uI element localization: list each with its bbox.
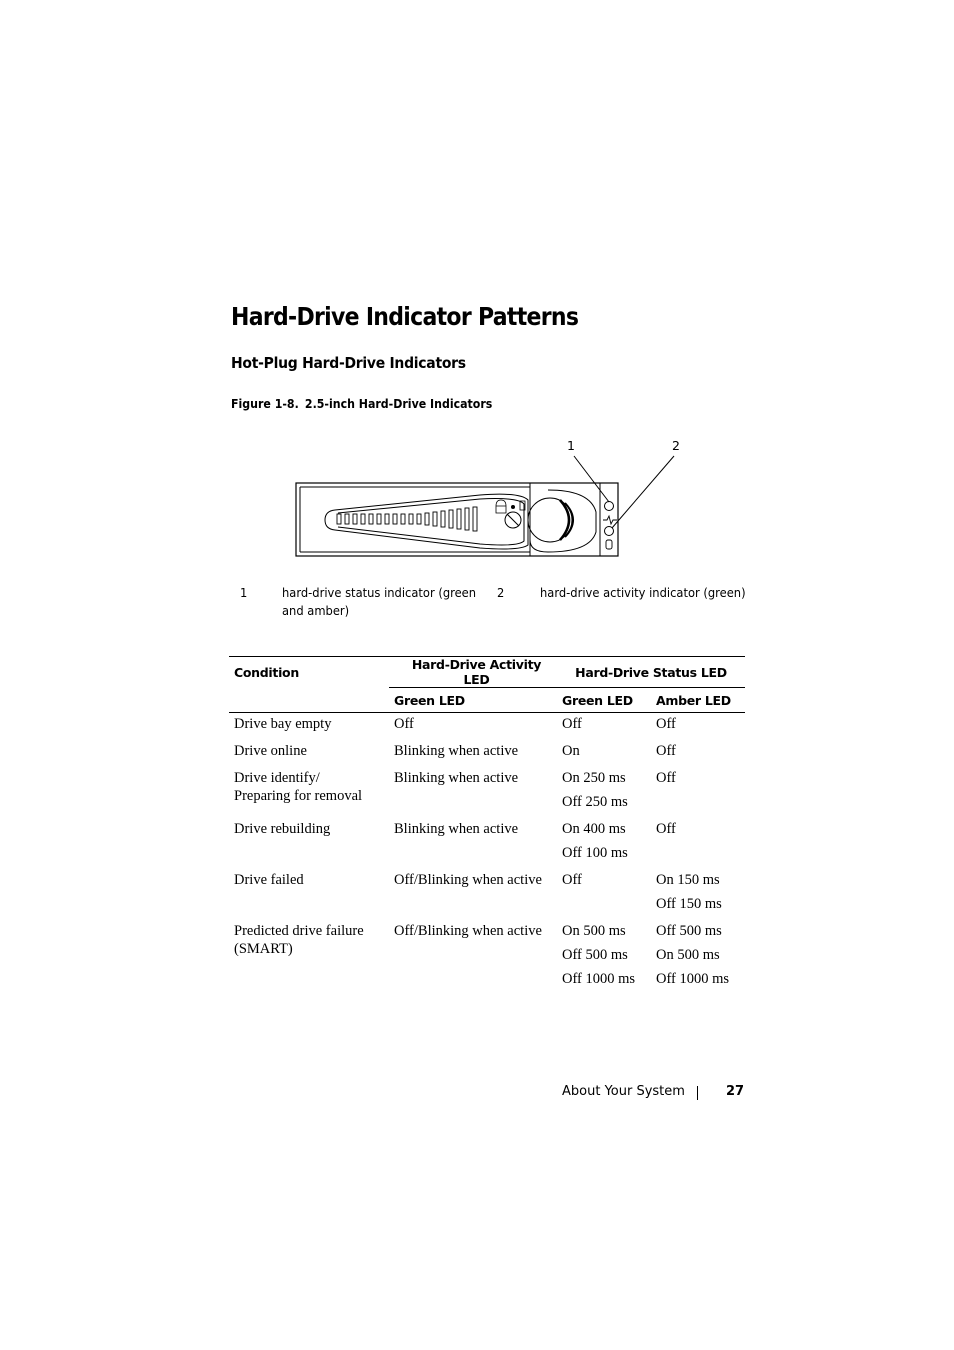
footer-section: About Your System: [562, 1084, 685, 1099]
cell-line: Blinking when active: [394, 743, 519, 759]
legend-text-1b: and amber): [282, 603, 350, 618]
cell-line: Off: [562, 716, 582, 732]
legend-item-2: [540, 584, 746, 602]
cell-line: Drive bay empty: [234, 716, 332, 732]
cell-line: Off: [562, 872, 582, 888]
cell-line: Off/Blinking when active: [394, 872, 542, 888]
cell-line: Off 1000 ms: [656, 971, 730, 987]
col-green-led-activity: Green LED: [389, 688, 557, 713]
table-row: [229, 713, 745, 741]
legend-text-1a: hard-drive status indicator (green: [282, 585, 477, 600]
col-condition: Condition: [229, 657, 389, 688]
cell-amber: [651, 920, 745, 995]
cell-line: Off/Blinking when active: [394, 923, 542, 939]
legend-text-2a: hard-drive activity indicator (green): [540, 585, 746, 600]
table-row: [229, 740, 745, 767]
page-number: 27: [726, 1084, 745, 1099]
cell-green: [557, 920, 651, 995]
cell-condition: [229, 818, 389, 869]
table-row: [229, 818, 745, 869]
cell-condition: [229, 713, 389, 741]
cell-activity: [389, 818, 557, 869]
cell-condition: [229, 740, 389, 767]
page-title: Hard-Drive Indicator Patterns: [231, 302, 579, 331]
cell-activity: [389, 767, 557, 818]
figure-title: 2.5-inch Hard-Drive Indicators: [304, 396, 493, 411]
cell-line: Off: [656, 821, 676, 837]
cell-line: Blinking when active: [394, 770, 519, 786]
cell-line: Off: [656, 743, 676, 759]
cell-line: Off: [656, 716, 676, 732]
cell-line: On 250 ms: [562, 770, 626, 786]
cell-line: On 500 ms: [562, 923, 626, 939]
cell-amber: [651, 740, 745, 767]
cell-line: On 150 ms: [656, 872, 720, 888]
cell-line: On 500 ms: [656, 947, 720, 963]
cell-amber: [651, 767, 745, 818]
callout-1: 1: [567, 438, 575, 453]
cell-line: Off 150 ms: [656, 896, 722, 912]
cell-amber: [651, 869, 745, 920]
cell-activity: [389, 869, 557, 920]
hard-drive-illustration: [0, 0, 954, 600]
figure-number: Figure 1-8.: [231, 396, 299, 411]
cell-line: Off 1000 ms: [562, 971, 636, 987]
cell-activity: [389, 713, 557, 741]
cell-line: Blinking when active: [394, 821, 519, 837]
cell-amber: [651, 818, 745, 869]
cell-line: On: [562, 743, 580, 759]
cell-condition: [229, 767, 389, 818]
cell-line: Off 100 ms: [562, 845, 628, 861]
cell-condition: [229, 920, 389, 995]
cell-line: (SMART): [234, 941, 293, 957]
cell-line: Drive rebuilding: [234, 821, 331, 837]
callout-2: 2: [672, 438, 680, 453]
cell-activity: [389, 920, 557, 995]
table-row: [229, 869, 745, 920]
cell-line: Off 500 ms: [656, 923, 722, 939]
cell-green: [557, 713, 651, 741]
legend-item-1: [282, 584, 476, 620]
col-amber-led: Amber LED: [651, 688, 745, 713]
col-green-led-status: Green LED: [557, 688, 651, 713]
table-row: [229, 920, 745, 995]
cell-green: [557, 767, 651, 818]
cell-activity: [389, 740, 557, 767]
cell-green: [557, 818, 651, 869]
cell-line: Predicted drive failure: [234, 923, 364, 939]
footer-separator: [697, 1086, 698, 1100]
indicator-table: [229, 656, 745, 995]
legend-num-1: 1: [240, 585, 248, 600]
cell-line: On 400 ms: [562, 821, 626, 837]
cell-line: Off: [394, 716, 414, 732]
cell-line: Preparing for removal: [234, 788, 363, 804]
cell-green: [557, 740, 651, 767]
cell-line: Off 500 ms: [562, 947, 628, 963]
cell-line: Drive online: [234, 743, 307, 759]
cell-amber: [651, 713, 745, 741]
section-heading: Hot-Plug Hard-Drive Indicators: [231, 354, 466, 372]
cell-line: Off: [656, 770, 676, 786]
cell-line: Off 250 ms: [562, 794, 628, 810]
col-activity-led: Hard-Drive Activity LED: [389, 657, 557, 688]
cell-line: Drive failed: [234, 872, 304, 888]
cell-green: [557, 869, 651, 920]
col-status-led: Hard-Drive Status LED: [557, 657, 745, 688]
table-row: [229, 767, 745, 818]
cell-line: Drive identify/: [234, 770, 320, 786]
cell-condition: [229, 869, 389, 920]
legend-num-2: 2: [497, 585, 505, 600]
